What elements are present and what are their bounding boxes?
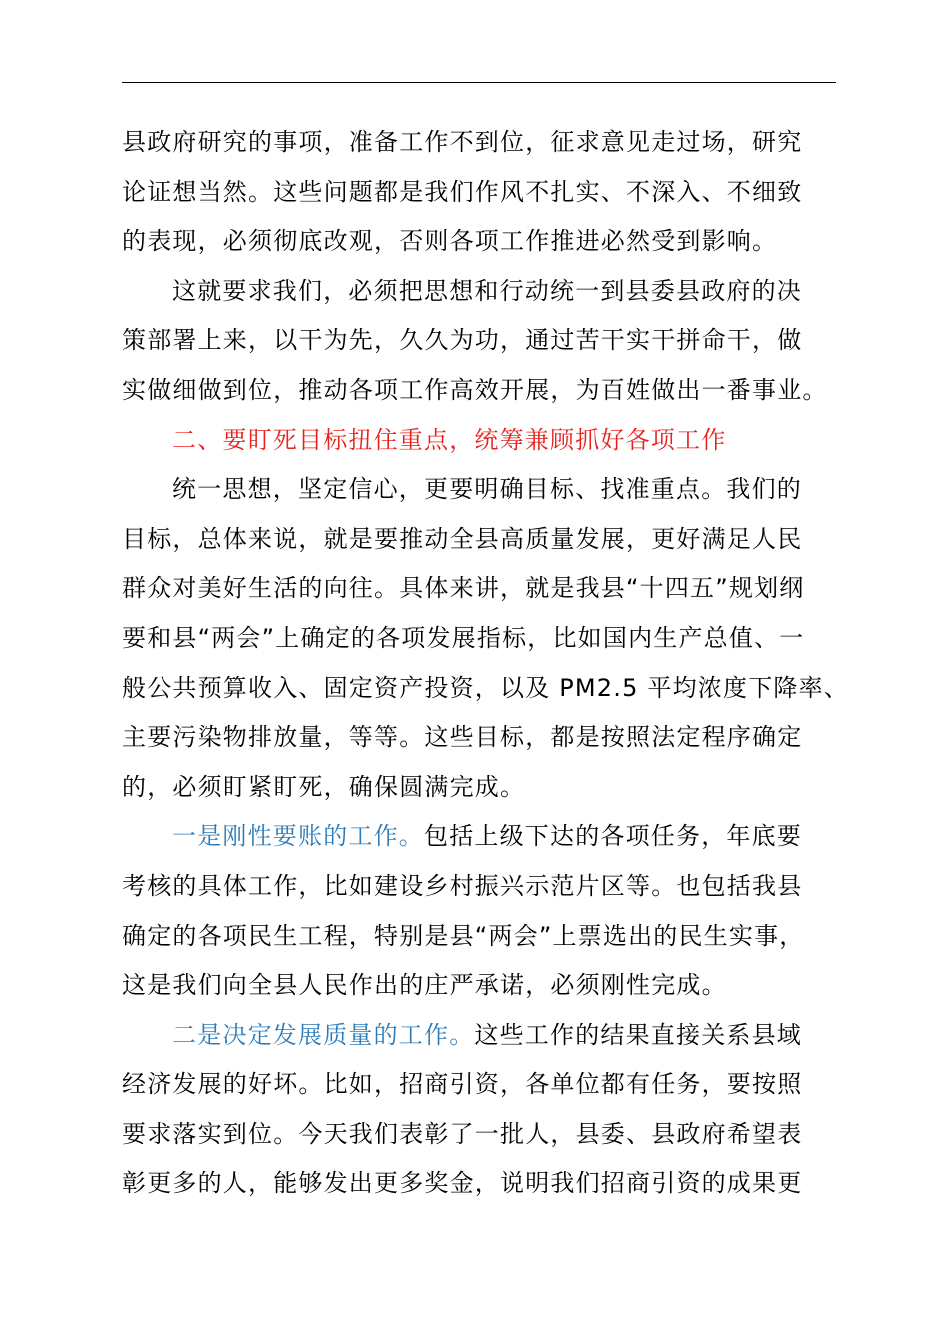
paragraph-line: 般公共预算收入、固定资产投资，以及 PM2.5 平均浓度下降率、 [122,673,850,702]
subpoint-text: 这些工作的结果直接关系县域 [474,1020,803,1049]
paragraph-line: 考核的具体工作，比如建设乡村振兴示范片区等。也包括我县 [122,871,803,900]
paragraph-line: 确定的各项民生工程，特别是县“两会”上票选出的民生实事， [122,921,805,950]
subpoint-highlight: 一是刚性要账的工作。 [172,822,424,851]
paragraph-line [122,1011,842,1061]
paragraph-line: 实做细做到位，推动各项工作高效开展，为百姓做出一番事业。 [122,375,828,404]
paragraph-line: 这就要求我们，必须把思想和行动统一到县委县政府的决 [172,276,802,305]
header-rule [122,82,836,83]
paragraph-line: 群众对美好生活的向往。具体来讲，就是我县“十四五”规划纲 [122,574,805,603]
subpoint-highlight: 二是决定发展质量的工作。 [172,1020,475,1049]
paragraph-line: 县政府研究的事项，准备工作不到位，征求意见走过场，研究 [122,128,803,156]
paragraph-line: 彰更多的人，能够发出更多奖金，说明我们招商引资的成果更 [122,1169,803,1198]
paragraph-line: 论证想当然。这些问题都是我们作风不扎实、不深入、不细致 [122,177,803,206]
paragraph-line: 要求落实到位。今天我们表彰了一批人，县委、县政府希望表 [122,1119,803,1148]
paragraph-line: 统一思想，坚定信心，更要明确目标、找准重点。我们的 [172,475,802,504]
paragraph-line [122,812,842,862]
document-body [122,118,850,1209]
paragraph-line: 的表现，必须彻底改观，否则各项工作推进必然受到影响。 [122,227,778,256]
paragraph-line: 的，必须盯紧盯死，确保圆满完成。 [122,772,526,801]
paragraph-line: 策部署上来，以干为先，久久为功，通过苦干实干拼命干，做 [122,326,803,355]
paragraph-line: 目标，总体来说，就是要推动全县高质量发展，更好满足人民 [122,524,803,553]
paragraph-line: 经济发展的好坏。比如，招商引资，各单位都有任务，要按照 [122,1070,803,1099]
subpoint-text: 包括上级下达的各项任务，年底要 [424,822,802,851]
paragraph-line: 主要污染物排放量，等等。这些目标，都是按照法定程序确定 [122,723,803,752]
paragraph-line: 这是我们向全县人民作出的庄严承诺，必须刚性完成。 [122,971,727,1000]
paragraph-line: 要和县“两会”上确定的各项发展指标，比如国内生产总值、一 [122,623,805,652]
section-heading: 二、要盯死目标扭住重点，统筹兼顾抓好各项工作 [172,425,727,454]
